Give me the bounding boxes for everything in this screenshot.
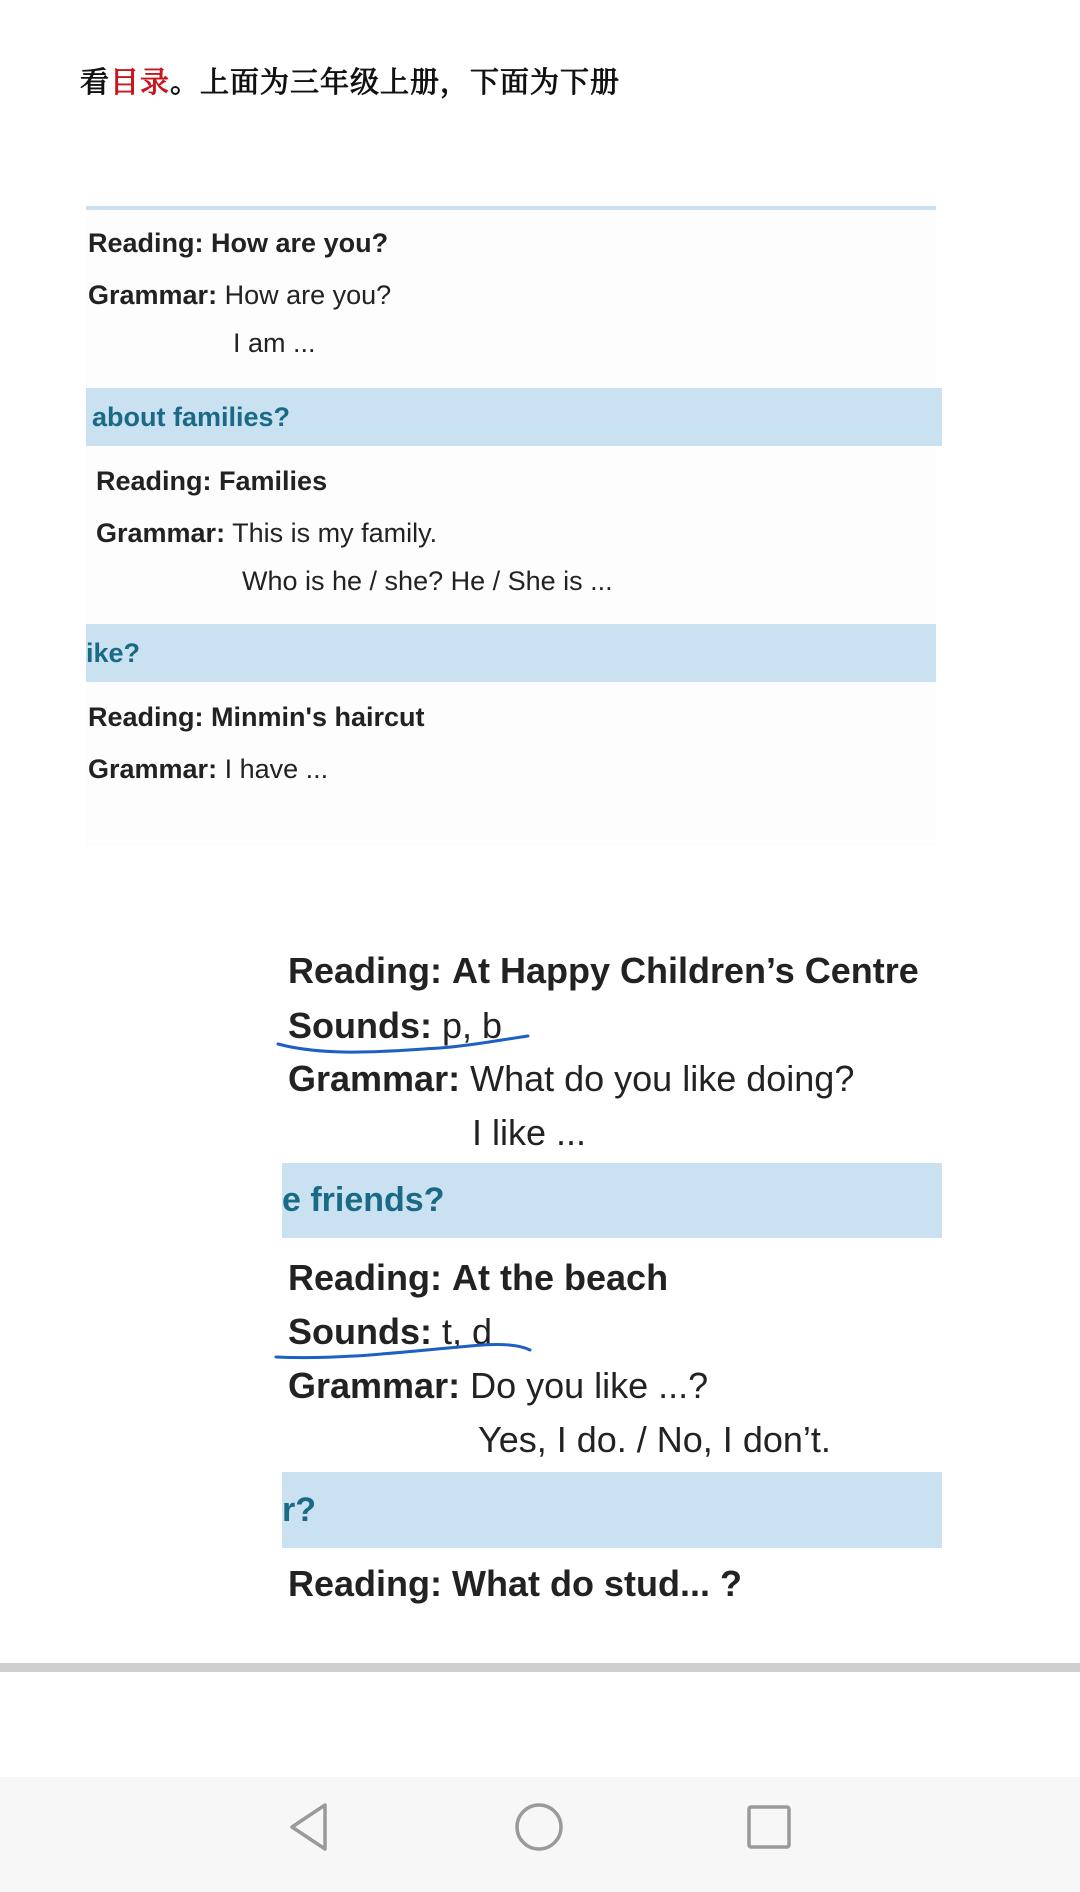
reading-line: Reading: At Happy Children’s Centre bbox=[288, 950, 919, 991]
triangle-back-icon bbox=[280, 1797, 340, 1857]
sounds-line: Sounds: p, b bbox=[288, 1005, 503, 1046]
divider bbox=[0, 1663, 1080, 1672]
reading-line: Reading: Minmin's haircut bbox=[88, 702, 425, 732]
grammar-line-2: I like ... bbox=[472, 1112, 587, 1153]
unit-header-band: e friends? bbox=[282, 1163, 942, 1238]
partial-reading-line: Reading: What do stud... ? bbox=[288, 1563, 742, 1604]
grammar-line: Grammar: How are you? bbox=[88, 280, 392, 310]
grammar-line: Grammar: This is my family. bbox=[96, 518, 438, 548]
grammar-line: Grammar: Do you like ...? bbox=[288, 1365, 709, 1406]
unit-header-band: ike? bbox=[86, 624, 936, 682]
recents-button[interactable] bbox=[724, 1797, 814, 1877]
caption-suffix: 。上面为三年级上册，下面为下册 bbox=[170, 65, 621, 99]
home-button[interactable] bbox=[494, 1797, 584, 1877]
grammar-line: Grammar: What do you like doing? bbox=[288, 1058, 855, 1099]
top-rule bbox=[86, 206, 936, 210]
caption-highlight: 目录 bbox=[110, 65, 171, 99]
caption-prefix: 看 bbox=[80, 65, 111, 99]
grammar-line-2: I am ... bbox=[233, 328, 316, 358]
unit-header-band: r? bbox=[282, 1472, 942, 1548]
top-contents-image bbox=[86, 206, 936, 846]
circle-home-icon bbox=[509, 1797, 569, 1857]
grammar-line-2: Who is he / she? He / She is ... bbox=[242, 566, 613, 596]
back-button[interactable] bbox=[265, 1797, 355, 1877]
unit-header-band: about families? bbox=[86, 388, 942, 446]
reading-line: Reading: At the beach bbox=[288, 1257, 669, 1298]
navigation-bar bbox=[0, 1777, 1080, 1892]
square-recents-icon bbox=[739, 1797, 799, 1857]
grammar-line: Grammar: I have ... bbox=[88, 754, 329, 784]
grammar-line-2: Yes, I do. / No, I don’t. bbox=[478, 1419, 831, 1460]
reading-line: Reading: How are you? bbox=[88, 228, 389, 258]
caption-text bbox=[80, 60, 620, 101]
sounds-line: Sounds: t, d bbox=[288, 1311, 493, 1352]
reading-line: Reading: Families bbox=[96, 466, 328, 496]
bottom-contents-image bbox=[282, 935, 942, 1604]
